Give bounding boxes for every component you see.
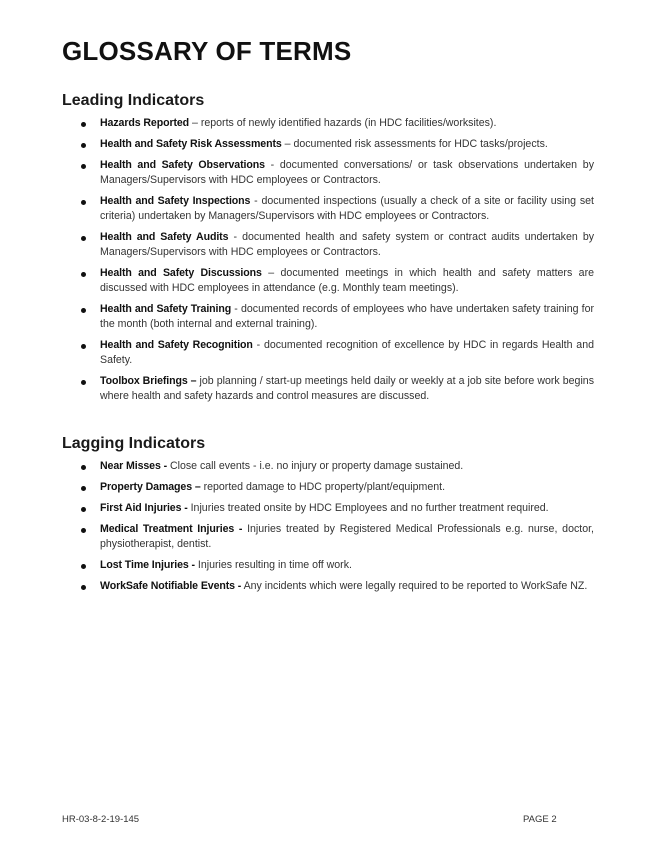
term: Lost Time Injuries - xyxy=(100,559,195,571)
list-item xyxy=(0,501,594,516)
bullet-icon xyxy=(81,380,86,385)
list-item xyxy=(0,116,594,131)
definition: – documented meetings in which health and safety matters are discussed with HDC employees in attendance (e.g. Monthly team meetings). xyxy=(100,267,594,294)
term: Near Misses - xyxy=(100,460,168,472)
document-reference: HR-03-8-2-19-145 xyxy=(62,814,140,825)
term: Toolbox Briefings – xyxy=(100,375,197,387)
bullet-icon xyxy=(81,272,86,277)
bullet-icon xyxy=(81,564,86,569)
definition: Injuries resulting in time off work. xyxy=(194,559,352,571)
bullet-icon xyxy=(81,122,86,127)
bullet-icon xyxy=(81,308,86,313)
definition: Any incidents which were legally required to be reported to WorkSafe NZ. xyxy=(241,580,588,592)
leading-indicators-list xyxy=(0,116,656,410)
list-item xyxy=(0,266,594,296)
bullet-icon xyxy=(81,585,86,590)
bullet-icon xyxy=(81,465,86,470)
page-title: GLOSSARY OF TERMS xyxy=(62,36,352,66)
term: Health and Safety Discussions xyxy=(100,267,262,279)
bullet-icon xyxy=(81,528,86,533)
bullet-icon xyxy=(81,143,86,148)
term: Health and Safety Recognition xyxy=(100,339,253,351)
list-item xyxy=(0,558,594,573)
definition: job planning / start-up meetings held daily or weekly at a job site before work begins where health and safety hazards and control measures are discussed. xyxy=(100,375,594,402)
term: Health and Safety Inspections xyxy=(100,195,251,207)
definition: reported damage to HDC property/plant/equipment. xyxy=(200,481,446,493)
definition: - documented records of employees who have undertaken safety training for the month (both internal and external training). xyxy=(100,303,595,330)
list-item xyxy=(0,459,594,474)
bullet-icon xyxy=(81,486,86,491)
definition: - documented health and safety system or contract audits undertaken by Managers/Supervisors with HDC employees or Contractors. xyxy=(100,231,595,258)
bullet-icon xyxy=(81,200,86,205)
definition: - documented conversations/ or task observations undertaken by Managers/Supervisors with HDC employees or Contractors. xyxy=(100,159,594,186)
term: Health and Safety Training xyxy=(100,303,232,315)
definition: Injuries treated by Registered Medical Professionals e.g. nurse, doctor, physiotherapist, dentist. xyxy=(100,523,594,550)
bullet-icon xyxy=(81,507,86,512)
term: Health and Safety Risk Assessments xyxy=(100,138,282,150)
term: First Aid Injuries - xyxy=(100,502,188,514)
page-number: PAGE 2 xyxy=(523,814,557,825)
definition: – reports of newly identified hazards (in HDC facilities/worksites). xyxy=(189,117,497,129)
term: Medical Treatment Injuries - xyxy=(100,523,243,535)
term: Health and Safety Audits xyxy=(100,231,229,243)
list-item xyxy=(0,194,594,224)
list-item xyxy=(0,137,594,152)
list-item xyxy=(0,158,594,188)
bullet-icon xyxy=(81,344,86,349)
lagging-indicators-list xyxy=(0,459,656,600)
bullet-icon xyxy=(81,164,86,169)
section-heading-lagging: Lagging Indicators xyxy=(62,435,206,452)
term: Health and Safety Observations xyxy=(100,159,265,171)
term: Hazards Reported xyxy=(100,117,190,129)
definition: – documented risk assessments for HDC tasks/projects. xyxy=(281,138,548,150)
list-item xyxy=(0,374,594,404)
list-item xyxy=(0,579,594,594)
list-item xyxy=(0,302,594,332)
list-item xyxy=(0,480,594,495)
term: WorkSafe Notifiable Events - xyxy=(100,580,242,592)
list-item xyxy=(0,230,594,260)
definition: Injuries treated onsite by HDC Employees and no further treatment required. xyxy=(187,502,549,514)
section-heading-leading: Leading Indicators xyxy=(62,92,205,109)
term: Property Damages – xyxy=(100,481,201,493)
definition: - documented recognition of excellence by HDC in regards Health and Safety. xyxy=(100,339,594,366)
definition: Close call events - i.e. no injury or property damage sustained. xyxy=(167,460,464,472)
list-item xyxy=(0,522,594,552)
list-item xyxy=(0,338,594,368)
bullet-icon xyxy=(81,236,86,241)
definition: - documented inspections (usually a check of a site or facility using set criteria) undertaken by Managers/Supervisors with HDC employees or Contractors. xyxy=(100,195,594,222)
